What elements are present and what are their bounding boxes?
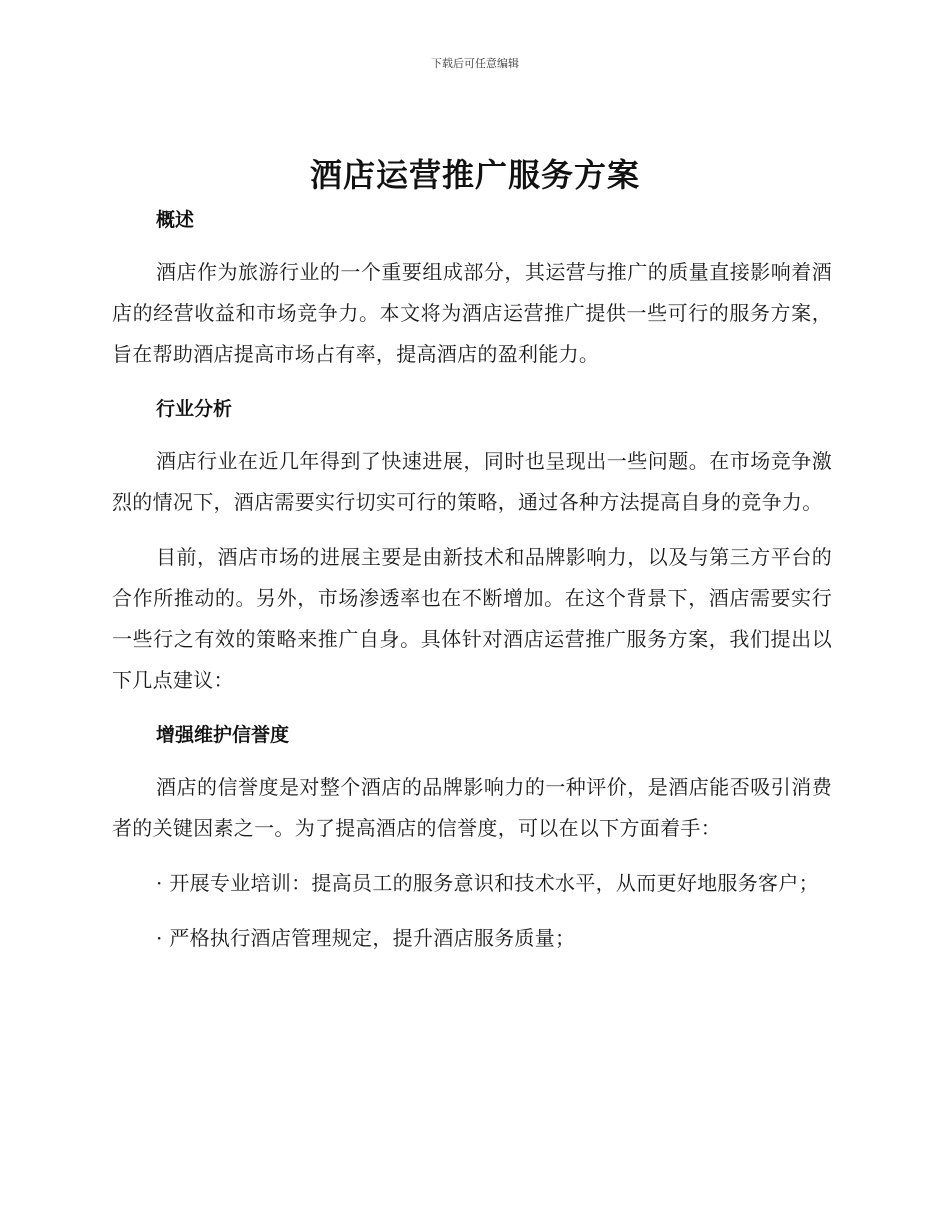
overview-paragraph: 酒店作为旅游行业的一个重要组成部分，其运营与推广的质量直接影响着酒店的经营收益和市场竞争力。本文将为酒店运营推广提供一些可行的服务方案，旨在帮助酒店提高市场占有率，提高酒店的盈利能力。 xyxy=(112,260,832,366)
section-heading-industry-analysis: 行业分析 xyxy=(156,398,233,420)
bullet-item-management: · 严格执行酒店管理规定，提升酒店服务质量； xyxy=(156,926,576,950)
industry-paragraph-1: 酒店行业在近几年得到了快速进展，同时也呈现出一些问题。在市场竞争激烈的情况下，酒店需要实行切实可行的策略，通过各种方法提高自身的竞争力。 xyxy=(112,449,832,514)
industry-paragraph-2: 目前，酒店市场的进展主要是由新技术和品牌影响力，以及与第三方平台的合作所推动的。另外，市场渗透率也在不断增加。在这个背景下，酒店需要实行一些行之有效的策略来推广自身。具体针对酒店运营推广服务方案，我们提出以下几点建议： xyxy=(112,545,832,692)
bullet-item-training: · 开展专业培训：提高员工的服务意识和技术水平，从而更好地服务客户； xyxy=(156,871,819,895)
document-body xyxy=(112,200,832,959)
header-note: 下载后可任意编辑 xyxy=(431,57,519,70)
section-heading-reputation: 增强维护信誉度 xyxy=(156,724,290,746)
reputation-paragraph: 酒店的信誉度是对整个酒店的品牌影响力的一种评价，是酒店能否吸引消费者的关键因素之一。为了提高酒店的信誉度，可以在以下方面着手： xyxy=(112,775,832,840)
section-heading-overview: 概述 xyxy=(156,209,195,231)
document-title: 酒店运营推广服务方案 xyxy=(309,156,640,194)
